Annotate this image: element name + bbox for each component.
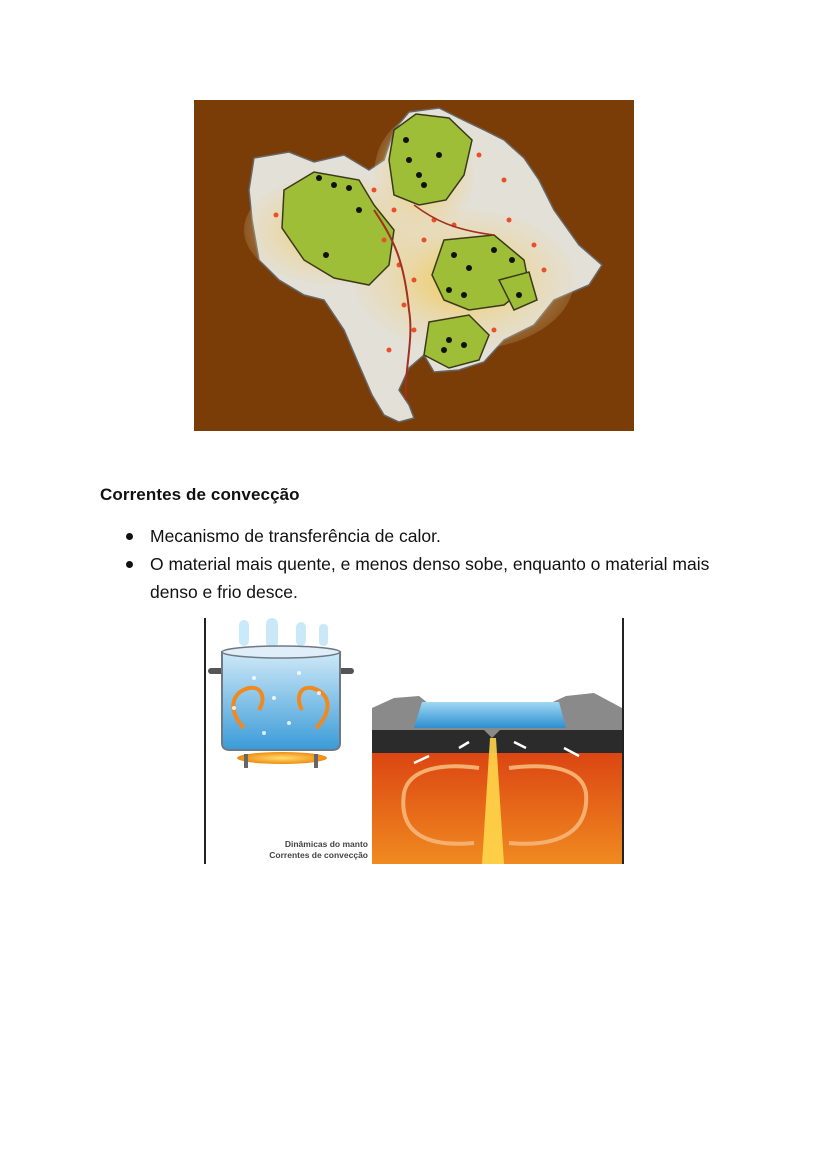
list-item	[100, 522, 740, 550]
bullet-text: O material mais quente, e menos denso sobe, enquanto o material mais denso e frio desce.	[150, 554, 710, 602]
caption-line: Correntes de convecção	[269, 850, 368, 860]
section-heading: Correntes de convecção	[100, 485, 300, 504]
convection-diagram-icon	[204, 618, 624, 865]
bullet-text: Mecanismo de transferência de calor.	[150, 526, 441, 546]
gondwana-craton-map-icon	[194, 100, 634, 431]
bullet-icon	[126, 533, 133, 540]
list-item	[100, 550, 740, 606]
craton-map-figure	[194, 100, 634, 431]
convection-figure	[204, 618, 624, 865]
bullet-list	[100, 522, 740, 606]
caption-line: Dinâmicas do manto	[284, 839, 368, 849]
figure-caption	[238, 839, 368, 861]
bullet-icon	[126, 561, 133, 568]
